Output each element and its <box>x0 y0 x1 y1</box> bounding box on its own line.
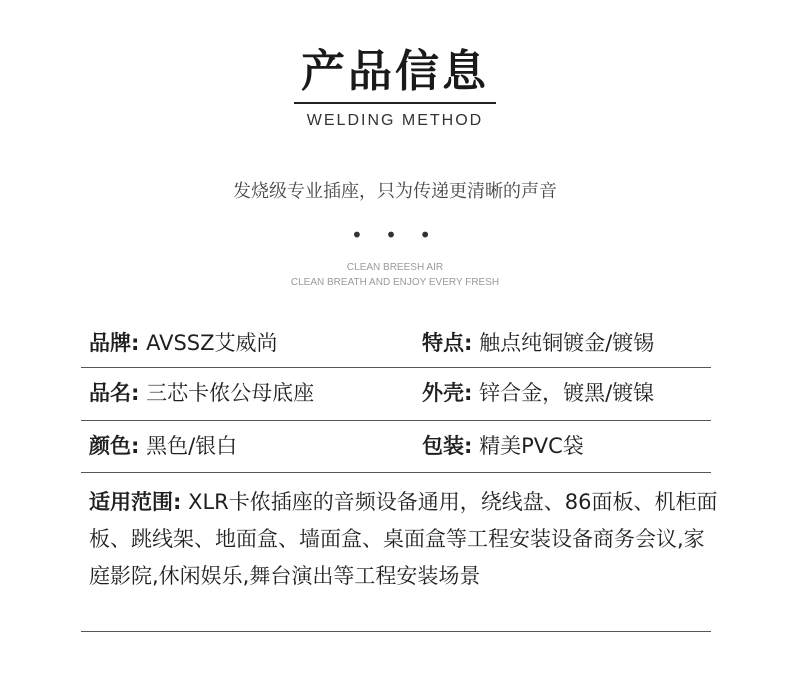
spec-product-name-value: 三芯卡侬公母底座 <box>139 381 315 405</box>
spec-housing <box>422 378 654 408</box>
spec-scope-value: XLR卡侬插座的音频设备通用，绕线盘、86面板、机柜面板、跳线架、地面盒、墙面盒、桌面盒等工程安装设备商务会议,家庭影院,休闲娱乐,舞台演出等工程安装场景 <box>89 490 718 588</box>
page-subtitle: WELDING METHOD <box>306 112 484 129</box>
english-line-2: CLEAN BREATH AND ENJOY EVERY FRESH <box>290 277 500 288</box>
spec-scope <box>89 484 719 595</box>
spec-color <box>89 431 237 461</box>
spec-packaging-value: 精美PVC袋 <box>472 434 584 458</box>
title-underline <box>294 102 496 104</box>
spec-color-key: 颜色: <box>89 434 140 458</box>
spec-packaging <box>422 431 584 461</box>
spec-product-name <box>89 378 314 408</box>
spec-scope-key: 适用范围: <box>89 490 182 514</box>
page-title: 产品信息 <box>301 46 489 97</box>
spec-feature-key: 特点: <box>422 331 473 355</box>
spec-packaging-key: 包装: <box>422 434 473 458</box>
spec-housing-key: 外壳: <box>422 381 473 405</box>
row-divider <box>81 631 711 632</box>
spec-feature-value: 触点纯铜镀金/镀锡 <box>472 331 655 355</box>
spec-product-name-key: 品名: <box>89 381 140 405</box>
spec-brand-value: AVSSZ艾威尚 <box>139 331 278 355</box>
spec-housing-value: 锌合金，镀黑/镀镍 <box>472 381 655 405</box>
row-divider <box>81 420 711 421</box>
spec-feature <box>422 328 654 358</box>
row-divider <box>81 367 711 368</box>
tagline: 发烧级专业插座，只为传递更清晰的声音 <box>233 181 557 202</box>
dots-divider: • • • <box>350 223 440 247</box>
row-divider <box>81 472 711 473</box>
english-line-1: CLEAN BREESH AIR <box>346 262 444 273</box>
spec-brand-key: 品牌: <box>89 331 140 355</box>
spec-brand <box>89 328 278 358</box>
spec-color-value: 黑色/银白 <box>139 434 238 458</box>
